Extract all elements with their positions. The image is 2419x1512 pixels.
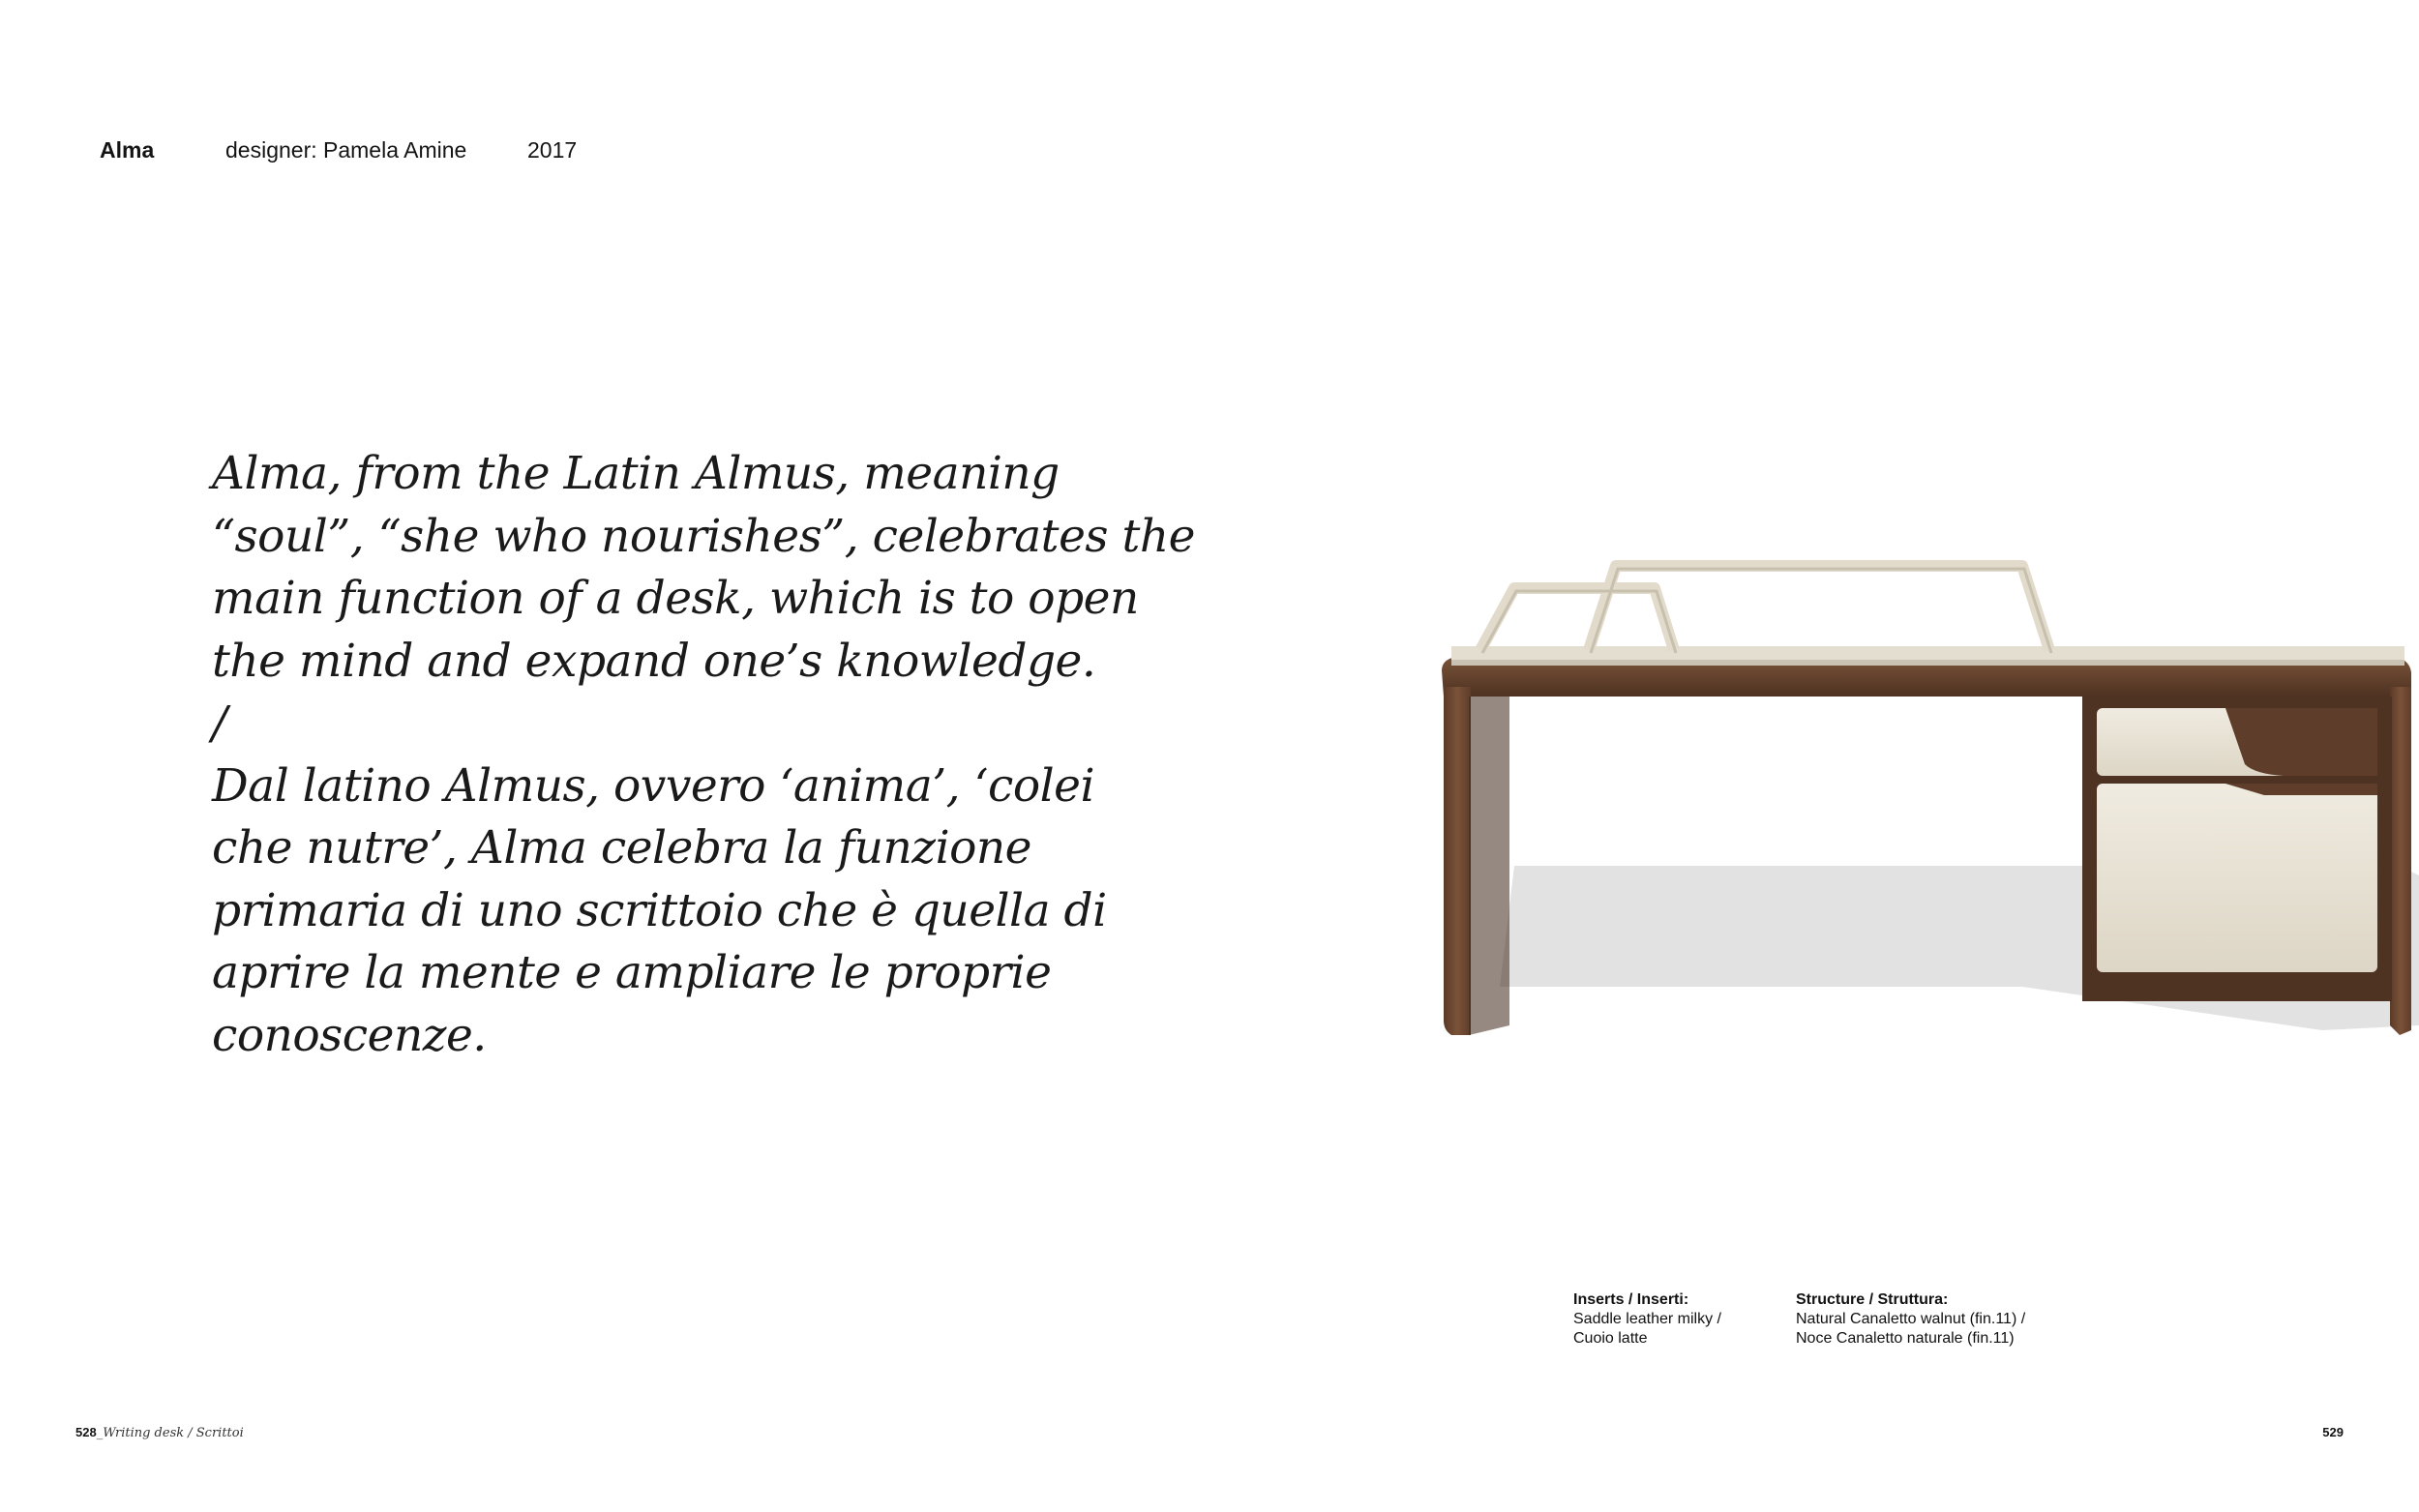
section-name: _Writing desk / Scrittoi [96,1426,244,1440]
spec-inserts-label: Inserts / Inserti: [1573,1291,1689,1308]
spec-structure-value: Natural Canaletto walnut (fin.11) / [1796,1311,2026,1327]
quote-line: “soul”, “she who nourishes”, celebrates the [212,509,1195,563]
quote-line: che nutre’, Alma celebra la funzione [212,821,1031,875]
drawer-bottom [2097,784,2377,972]
desk-right-leg [2390,687,2411,1035]
quote-line: aprire la mente e ampliare le proprie [212,946,1052,999]
quote-line: conoscenze. [212,1008,487,1062]
desk-left-leg [1444,687,1471,1035]
quote-separator: / [212,697,227,750]
design-year: 2017 [527,137,578,163]
spec-inserts [1573,1290,1721,1349]
designer-credit: designer: Pamela Amine [225,137,467,163]
quote-line: Alma, from the Latin Almus, meaning [212,447,1060,500]
quote-line: Dal latino Almus, ovvero ‘anima’, ‘colei [212,758,1094,813]
quote-line: the mind and expand one’s knowledge. [212,634,1096,688]
page-number-right: 529 [2322,1425,2344,1439]
page-number-left: 528 [75,1425,97,1439]
quote-line: primaria di uno scrittoio che è quella di [212,883,1107,937]
product-title: Alma [100,137,155,163]
spec-structure-value: Noce Canaletto naturale (fin.11) [1796,1330,2015,1347]
spec-structure-label: Structure / Struttura: [1796,1291,1949,1308]
footer-left [75,1424,244,1442]
spec-inserts-value: Saddle leather milky / [1573,1311,1721,1327]
description-quote [212,443,1195,1067]
desk-product-image [1422,542,2419,1064]
quote-line: main function of a desk, which is to open [212,572,1139,625]
spec-inserts-value: Cuoio latte [1573,1330,1648,1347]
leather-handle-left [1480,588,1674,650]
spec-structure [1796,1290,2025,1349]
